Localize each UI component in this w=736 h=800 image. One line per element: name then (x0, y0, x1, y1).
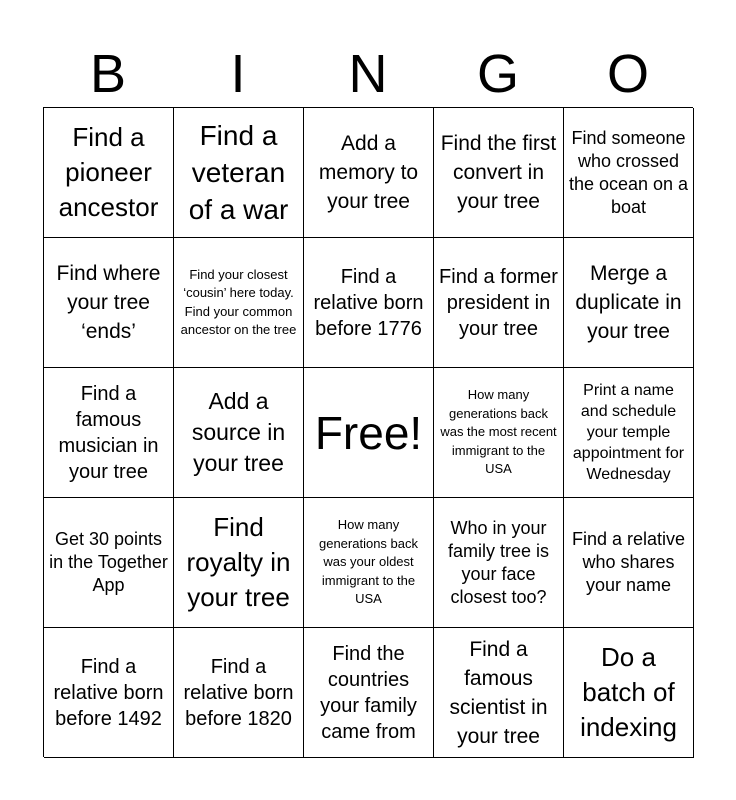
cell-text: Find where your tree ‘ends’ (56, 262, 161, 343)
bingo-cell-r4-c3[interactable] (304, 498, 434, 628)
bingo-cell-r3-c2[interactable] (174, 368, 304, 498)
bingo-cell-r2-c1[interactable] (44, 238, 174, 368)
bingo-cell-r4-c4[interactable] (434, 498, 564, 628)
cell-text: Who in your family tree is your face closest too? (447, 517, 550, 607)
cell-text: Find a famous musician in your tree (58, 382, 159, 483)
cell-text: Add a memory to your tree (318, 132, 419, 213)
bingo-cell-r5-c5[interactable] (564, 628, 694, 758)
bingo-cell-r2-c5[interactable] (564, 238, 694, 368)
cell-text: How many generations back was your oldest immigrant to the USA (318, 517, 418, 607)
bingo-cell-r3-c5[interactable] (564, 368, 694, 498)
bingo-cell-r1-c3[interactable] (304, 108, 434, 238)
cell-text: Find a pioneer ancestor (58, 122, 159, 222)
header-letter-g: G (476, 44, 519, 104)
header-letter-o: O (606, 44, 649, 104)
cell-text: Find a veteran of a war (188, 120, 289, 225)
bingo-cell-r5-c3[interactable] (304, 628, 434, 758)
cell-text: Do a batch of indexing (580, 642, 677, 742)
cell-text: Find a relative who shares your name (571, 529, 686, 595)
bingo-cell-r4-c1[interactable] (44, 498, 174, 628)
cell-text: Merge a duplicate in your tree (575, 262, 682, 343)
cell-text: Find a famous scientist in your tree (449, 637, 548, 748)
cell-text: Find the first convert in your tree (440, 132, 557, 213)
bingo-cell-r3-c4[interactable] (434, 368, 564, 498)
bingo-cell-r1-c4[interactable] (434, 108, 564, 238)
cell-text: Get 30 points in the Together App (49, 529, 168, 595)
header-letter-i: I (230, 44, 246, 104)
bingo-cell-r5-c4[interactable] (434, 628, 564, 758)
free-space-text: Free! (314, 406, 423, 459)
header-letter-n: N (348, 44, 388, 104)
cell-text: Find a relative born before 1820 (183, 655, 294, 730)
cell-text: Find royalty in your tree (186, 512, 291, 612)
cell-text: Find a relative born before 1776 (313, 265, 424, 340)
bingo-cell-r4-c5[interactable] (564, 498, 694, 628)
bingo-cell-free[interactable] (304, 368, 434, 498)
cell-text: Find your closest ‘cousin’ here today. Find your common ancestor on the tree (180, 266, 297, 337)
bingo-cell-r2-c4[interactable] (434, 238, 564, 368)
cell-text: Print a name and schedule your temple appointment for Wednesday (572, 382, 685, 483)
cell-text: Find a relative born before 1492 (53, 655, 164, 730)
bingo-cell-r3-c1[interactable] (44, 368, 174, 498)
bingo-cell-r1-c5[interactable] (564, 108, 694, 238)
cell-text: Find someone who crossed the ocean on a boat (568, 127, 689, 217)
cell-text: Find the countries your family came from (320, 642, 417, 743)
bingo-cell-r4-c2[interactable] (174, 498, 304, 628)
bingo-cell-r1-c1[interactable] (44, 108, 174, 238)
bingo-cell-r5-c1[interactable] (44, 628, 174, 758)
bingo-cell-r1-c2[interactable] (174, 108, 304, 238)
bingo-cell-r5-c2[interactable] (174, 628, 304, 758)
bingo-cell-r2-c3[interactable] (304, 238, 434, 368)
header-letter-b: B (89, 44, 127, 104)
cell-text: Find a former president in your tree (439, 265, 558, 340)
bingo-cell-r2-c2[interactable] (174, 238, 304, 368)
bingo-board (43, 107, 693, 757)
cell-text: How many generations back was the most recent immigrant to the USA (440, 387, 557, 477)
cell-text: Add a source in your tree (191, 388, 286, 476)
bingo-header (43, 42, 693, 106)
